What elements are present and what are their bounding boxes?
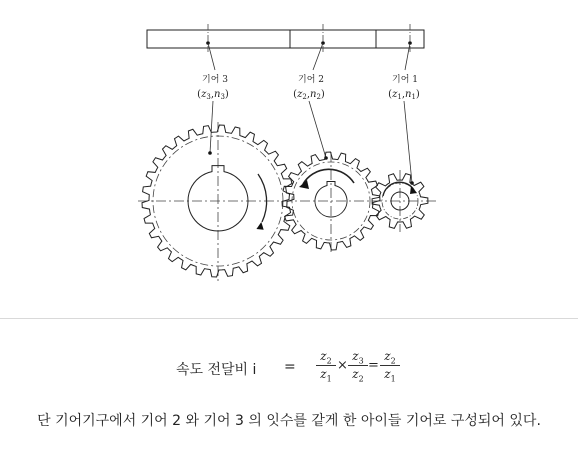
gear2-params: $(z_2,n_2)$ bbox=[293, 89, 325, 101]
fraction-1: $\frac{z_2}{z_1}$ bbox=[316, 348, 336, 383]
schematic-bar bbox=[147, 24, 424, 70]
description-text: 단 기어기구에서 기어 2 와 기어 3 의 잇수를 같게 한 아이들 기어로 구성되어 있다. bbox=[37, 413, 541, 429]
gear1-label: 기어 1 bbox=[392, 75, 418, 85]
gear3-rotation-arrow bbox=[258, 174, 267, 222]
fraction-2: $\frac{z_3}{z_2}$ bbox=[348, 348, 368, 383]
equals-sign-2: = bbox=[368, 358, 379, 373]
gear2-label: 기어 2 bbox=[298, 75, 324, 85]
fraction-3: $\frac{z_2}{z_1}$ bbox=[380, 348, 400, 383]
gear3-params: $(z_3,n_3)$ bbox=[197, 89, 229, 101]
times-sign: × bbox=[337, 358, 348, 373]
gear1-params: $(z_1,n_1)$ bbox=[388, 89, 420, 101]
formula-label: 속도 전달비 i bbox=[176, 362, 257, 378]
formula bbox=[0, 348, 578, 392]
section-divider bbox=[0, 318, 578, 319]
gear3-label: 기어 3 bbox=[202, 75, 228, 85]
formula-equals: = bbox=[284, 359, 296, 375]
